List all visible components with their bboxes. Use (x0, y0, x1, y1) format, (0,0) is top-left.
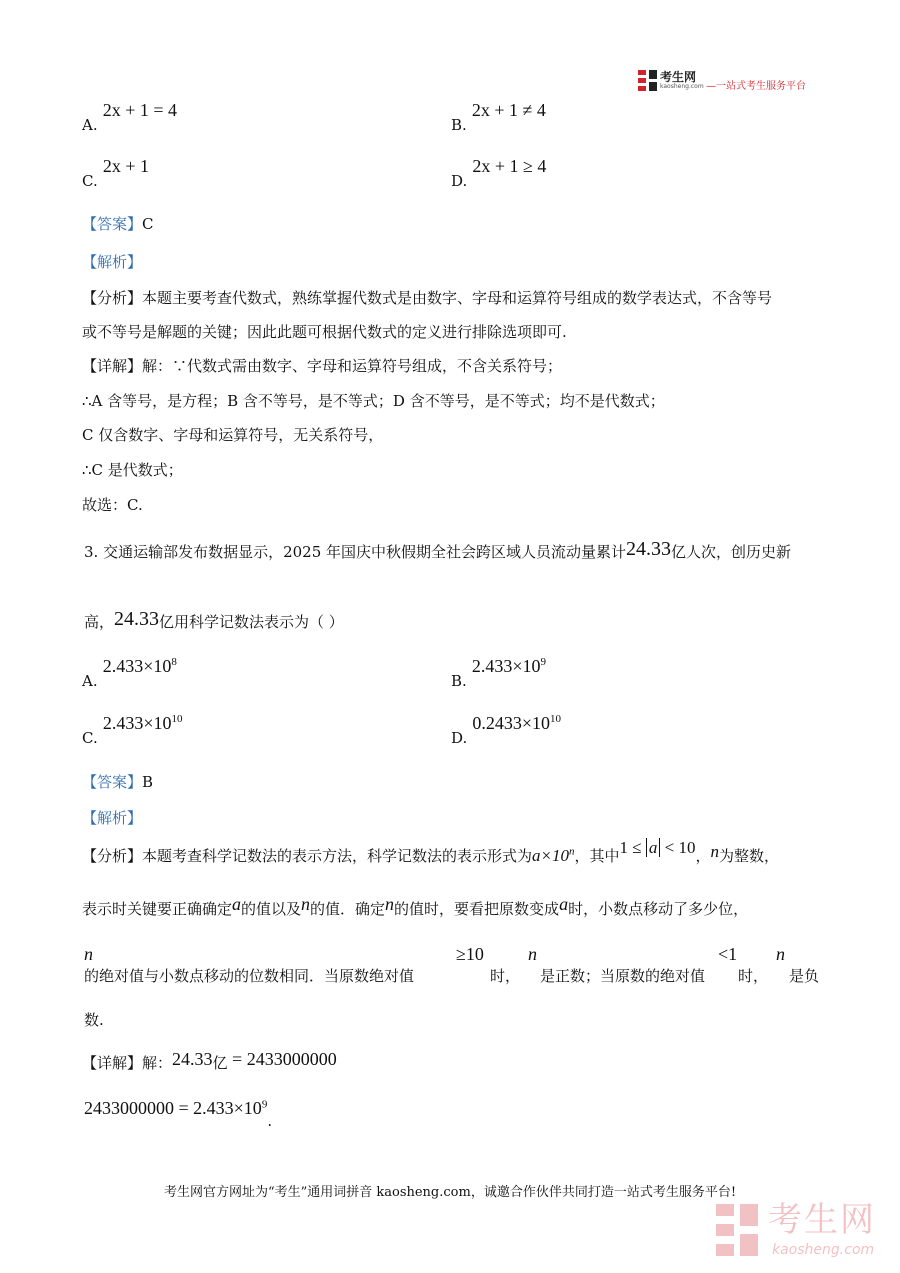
q2-option-a: A. 2x + 1 = 4 (82, 100, 178, 134)
q2-fenxi-line1: 【分析】本题主要考查代数式，熟练掌握代数式是由数字、字母和运算符号组成的数学表达式，不含等号 (82, 289, 773, 307)
logo-name: 考生网 (660, 70, 697, 84)
q2-fenxi-line2: 或不等号是解题的关键；因此此题可根据代数式的定义进行排除选项即可. (82, 323, 567, 341)
q3-fenxi-ge10: ≥10 (456, 944, 484, 964)
q2-xiangjie-line1: 【详解】解：∵代数式需由数字、字母和运算符号组成，不含关系符号； (82, 357, 563, 375)
q3-fenxi-n1: n (84, 944, 93, 964)
watermark-domain: kaosheng.com (772, 1242, 875, 1258)
q2-analysis-tag: 【解析】 (82, 253, 143, 271)
q3-option-c: C. $2.433\times 10^{10}$ (82, 713, 183, 747)
q3-fenxi-line4: 数. (84, 1011, 104, 1029)
q3-option-a: A. $2.433\times 10^8$ (82, 656, 177, 690)
q3-fenxi-c: 是正数；当原数的绝对值 (540, 967, 706, 985)
q2-xiangjie-line2: ∴A 含等号，是方程；B 含不等号，是不等式；D 含不等号，是不等式；均不是代数式； (82, 392, 665, 410)
q3-answer: 【答案】B (82, 773, 154, 791)
q3-fenxi-b: 时， (490, 967, 521, 985)
q3-fenxi-e: 是负 (789, 967, 820, 985)
q3-stem-line2: 高，24.33亿用科学记数法表示为（ ） (84, 608, 344, 631)
watermark-name: 考生网 (768, 1200, 876, 1240)
kaosheng-logo (638, 70, 808, 96)
q3-option-d: D. $0.2433\times 10^{10}$ (451, 713, 562, 747)
q3-fenxi-line2: 表示时关键要正确确定a的值以及n的值．确定n的值时，要看把原数变成a时，小数点移动了多少位， (82, 894, 749, 918)
q2-option-b-expr: 2x + 1 ≠ 4 (471, 100, 546, 120)
q2-option-d-expr: 2x + 1 ≥ 4 (472, 156, 547, 176)
logo-slogan: —一站式考生服务平台 (706, 81, 806, 92)
q2-option-d: D. 2x + 1 ≥ 4 (451, 156, 547, 190)
q2-option-b: B. 2x + 1 ≠ 4 (451, 100, 546, 134)
q3-fenxi-d: 时， (738, 967, 769, 985)
q3-fenxi-n3: n (776, 944, 785, 964)
q3-fenxi-lt1: <1 (718, 944, 738, 964)
q3-fenxi-line1: 【分析】本题考查科学记数法的表示方法，科学记数法的表示形式为$a\times 10^n$，其中1 ≤ a < 10，n为整数， (82, 838, 779, 865)
q3-xiangjie-line1: 【详解】解：24.33亿 = 2433000000 (82, 1049, 337, 1072)
q3-option-b: B. $2.433\times 10^9$ (451, 656, 547, 690)
q3-stem-line1: 3. 交通运输部发布数据显示，2025 年国庆中秋假期全社会跨区域人员流动量累计24.33亿人次，创历史新 (84, 538, 792, 561)
q2-xiangjie-line3: C 仅含数字、字母和运算符号，无关系符号， (82, 426, 384, 444)
q2-option-a-expr: 2x + 1 = 4 (102, 100, 178, 120)
logo-domain: kaosheng.com (660, 83, 704, 90)
kaosheng-watermark (716, 1200, 886, 1266)
q2-option-c: C. 2x + 1 (82, 156, 149, 190)
watermark-logo-icon (716, 1204, 760, 1256)
q3-analysis-tag: 【解析】 (82, 809, 143, 827)
q2-xiangjie-line5: 故选：C. (82, 496, 143, 514)
q3-fenxi-n2: n (528, 944, 537, 964)
kaosheng-logo-icon (638, 70, 658, 92)
q2-xiangjie-line4: ∴C 是代数式； (82, 461, 183, 479)
q2-answer: 【答案】C (82, 215, 154, 233)
q3-final-equation: $2433000000 = 2.433\times 10^9$. (84, 1098, 273, 1130)
q3-fenxi-line3: 的绝对值与小数点移动的位数相同．当原数绝对值 (84, 967, 415, 985)
footer-text: 考生网官方网址为“考生”通用词拼音 kaosheng.com，诚邀合作伙伴共同打造一站式考生服务平台! (163, 1185, 737, 1200)
q2-option-c-expr: 2x + 1 (102, 156, 149, 176)
